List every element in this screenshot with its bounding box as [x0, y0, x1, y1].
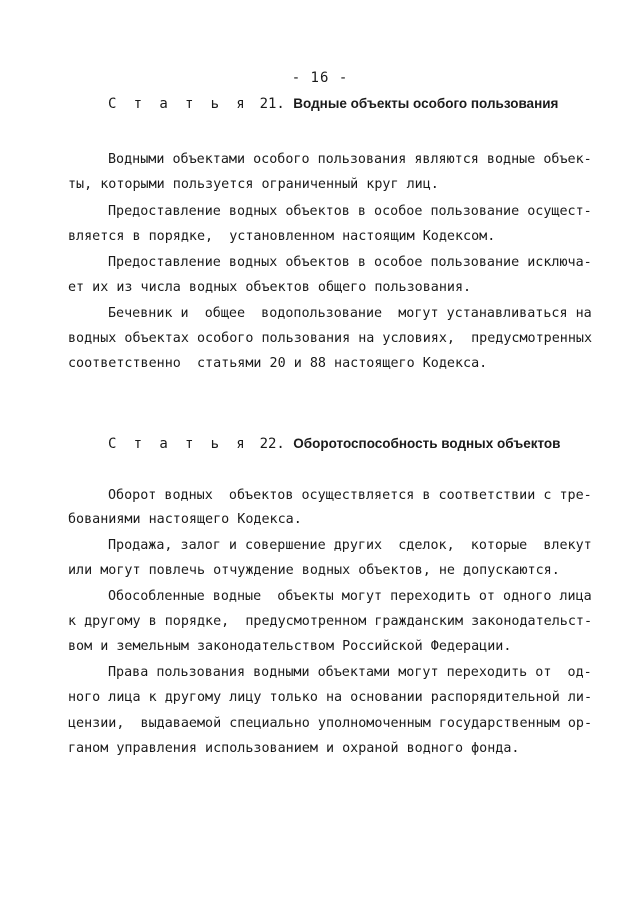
paragraph-line: Бечевник и общее водопользование могут устанавливаться на — [108, 306, 592, 321]
paragraph-line: Обособленные водные объекты могут переходить от одного лица — [108, 589, 592, 604]
paragraph-line: к другому в порядке, предусмотренном гражданским законодательст- — [68, 614, 593, 629]
paragraph-line: Водными объектами особого пользования являются водные объек- — [108, 152, 592, 167]
paragraph-line: вляется в порядке, установленном настоящим Кодексом. — [68, 229, 496, 244]
article-label: С т а т ь я — [108, 436, 250, 452]
article-title: Оборотоспособность водных объектов — [293, 436, 561, 451]
article-22-heading — [108, 436, 560, 452]
article-21-heading — [108, 96, 558, 112]
article-number: 21. — [259, 96, 285, 112]
page-number: - 16 - — [291, 70, 349, 86]
paragraph-line: Оборот водных объектов осуществляется в соответствии с тре- — [108, 488, 592, 503]
paragraph-line: ганом управления использованием и охраной водного фонда. — [68, 741, 520, 756]
paragraph-line: ет их из числа водных объектов общего пользования. — [68, 280, 472, 295]
paragraph-line: водных объектах особого пользования на условиях, предусмотренных — [68, 331, 593, 346]
paragraph-line: Продажа, залог и совершение других сделок, которые влекут — [108, 538, 592, 553]
paragraph-line: ты, которыми пользуется ограниченный круг лиц. — [68, 177, 439, 192]
paragraph-line: цензии, выдаваемой специально уполномоченным государственным ор- — [68, 716, 593, 731]
paragraph-line: Предоставление водных объектов в особое пользование исключа- — [108, 255, 592, 270]
paragraph-line: или могут повлечь отчуждение водных объектов, не допускаются. — [68, 563, 560, 578]
paragraph-line: вом и земельным законодательством Российской Федерации. — [68, 639, 512, 654]
paragraph-line: бованиями настоящего Кодекса. — [68, 512, 302, 527]
paragraph-line: Предоставление водных объектов в особое пользование осущест- — [108, 204, 592, 219]
article-label: С т а т ь я — [108, 96, 250, 112]
article-title: Водные объекты особого пользования — [293, 96, 559, 111]
paragraph-line: соответственно статьями 20 и 88 настоящего Кодекса. — [68, 356, 488, 371]
paragraph-line: Права пользования водными объектами могут переходить от од- — [108, 665, 592, 680]
article-number: 22. — [259, 436, 285, 452]
paragraph-line: ного лица к другому лицу только на основании распорядительной ли- — [68, 690, 593, 705]
